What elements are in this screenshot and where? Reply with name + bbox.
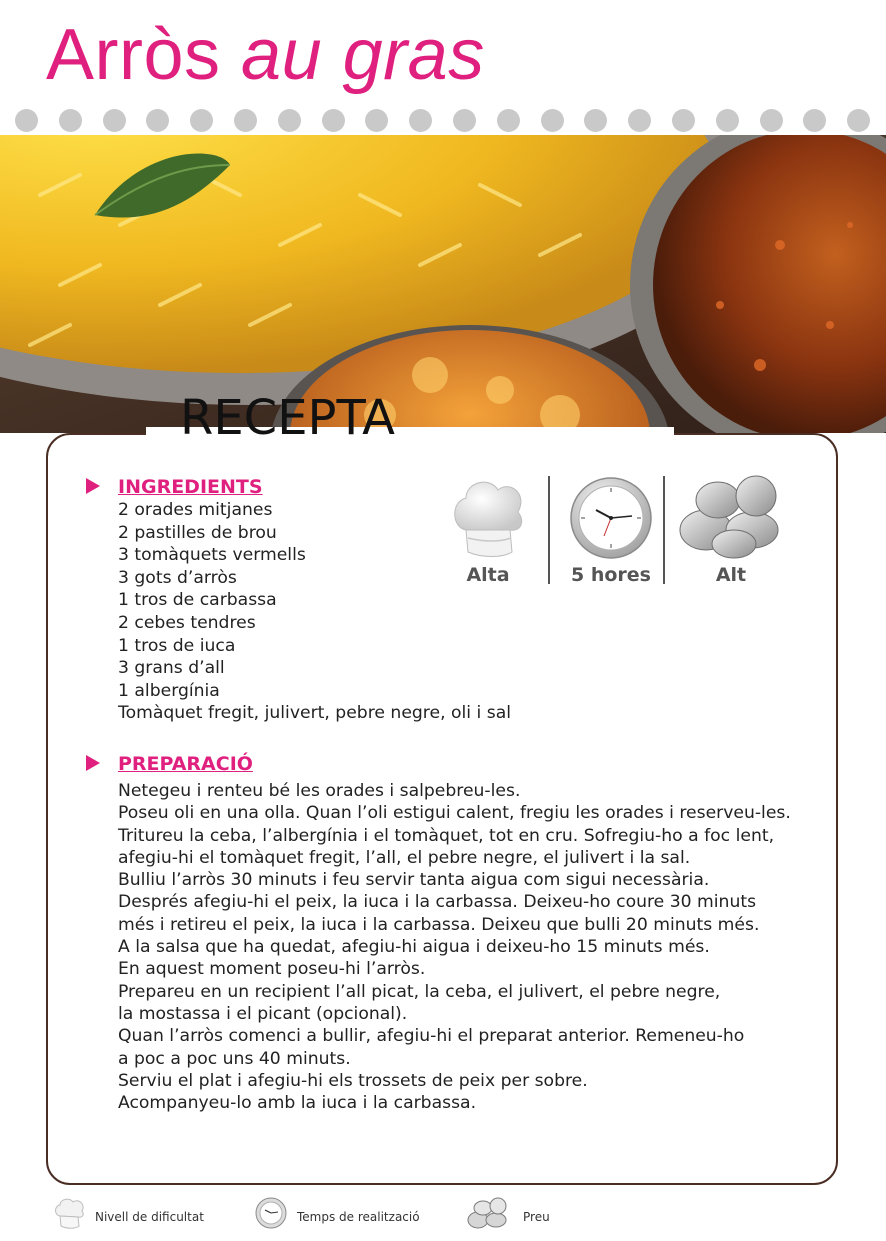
divider-dot bbox=[716, 109, 739, 132]
ingredient-item: 3 gots d’arròs bbox=[118, 567, 237, 588]
recipe-title-accent: au gras bbox=[241, 15, 485, 95]
divider-dot bbox=[803, 109, 826, 132]
dotted-divider bbox=[0, 109, 886, 133]
preparation-line: Tritureu la ceba, l’albergínia i el tomàquet, tot en cru. Sofregiu-ho a foc lent, bbox=[118, 825, 775, 846]
divider-dot bbox=[584, 109, 607, 132]
divider-dot bbox=[365, 109, 388, 132]
food-photo bbox=[0, 135, 886, 433]
difficulty-info bbox=[446, 472, 530, 584]
difficulty-value: Alta bbox=[466, 564, 510, 586]
ingredients-heading bbox=[86, 476, 263, 498]
ingredients-heading-label: INGREDIENTS bbox=[118, 476, 263, 498]
divider-dot bbox=[453, 109, 476, 132]
recipe-title-main: Arròs bbox=[46, 15, 221, 95]
ingredient-item: 2 cebes tendres bbox=[118, 612, 256, 633]
time-info bbox=[566, 472, 656, 584]
divider-dot bbox=[847, 109, 870, 132]
recipe-title bbox=[46, 14, 485, 96]
info-divider bbox=[663, 476, 665, 584]
preparation-line: Poseu oli en una olla. Quan l’oli estigui calent, fregiu les orades i reserveu-les. bbox=[118, 803, 791, 824]
coins-icon bbox=[466, 1196, 510, 1232]
play-arrow-icon bbox=[86, 478, 100, 494]
chef-hat-icon bbox=[52, 1196, 88, 1230]
legend-time-label: Temps de realització bbox=[297, 1210, 420, 1224]
legend-time bbox=[254, 1196, 434, 1232]
preparation-line: més i retireu el peix, la iuca i la carbassa. Deixeu que bulli 20 minuts més. bbox=[118, 914, 760, 935]
ingredient-item: 3 grans d’all bbox=[118, 658, 225, 679]
ingredient-item: Tomàquet fregit, julivert, pebre negre, oli i sal bbox=[118, 703, 512, 724]
ingredient-item: 1 tros de iuca bbox=[118, 635, 236, 656]
price-value: Alt bbox=[715, 564, 747, 586]
divider-dot bbox=[322, 109, 345, 132]
price-info bbox=[676, 472, 786, 584]
preparation-line: Quan l’arròs comenci a bullir, afegiu-hi el preparat anterior. Remeneu-ho bbox=[118, 1026, 745, 1047]
clock-icon bbox=[566, 472, 656, 560]
preparation-line: a poc a poc uns 40 minuts. bbox=[118, 1048, 351, 1069]
ingredient-item: 2 orades mitjanes bbox=[118, 500, 273, 520]
divider-dot bbox=[278, 109, 301, 132]
time-value: 5 hores bbox=[571, 564, 651, 586]
divider-dot bbox=[146, 109, 169, 132]
legend-difficulty bbox=[52, 1196, 222, 1232]
divider-dot bbox=[760, 109, 783, 132]
preparation-line: Acompanyeu-lo amb la iuca i la carbassa. bbox=[118, 1093, 477, 1114]
preparation-line: la mostassa i el picant (opcional). bbox=[118, 1003, 408, 1024]
preparation-heading-label: PREPARACIÓ bbox=[118, 753, 253, 775]
ingredient-item: 1 albergínia bbox=[118, 680, 220, 701]
divider-dot bbox=[409, 109, 432, 132]
preparation-line: Netegeu i renteu bé les orades i salpebreu-les. bbox=[118, 781, 521, 801]
divider-dot bbox=[672, 109, 695, 132]
chef-hat-icon bbox=[446, 472, 530, 560]
divider-dot bbox=[59, 109, 82, 132]
preparation-heading bbox=[86, 753, 253, 775]
food-photo-illustration bbox=[0, 135, 886, 433]
preparation-line: Serviu el plat i afegiu-hi els trossets de peix per sobre. bbox=[118, 1070, 588, 1091]
preparation-steps bbox=[118, 780, 791, 1114]
recepta-heading: RECEPTA bbox=[180, 390, 395, 446]
divider-dot bbox=[15, 109, 38, 132]
preparation-line: A la salsa que ha quedat, afegiu-hi aigua i deixeu-ho 15 minuts més. bbox=[118, 937, 710, 958]
legend-price-label: Preu bbox=[523, 1210, 550, 1224]
ingredient-item: 2 pastilles de brou bbox=[118, 522, 277, 543]
divider-dot bbox=[190, 109, 213, 132]
ingredient-item: 1 tros de carbassa bbox=[118, 590, 277, 611]
preparation-line: afegiu-hi el tomàquet fregit, l’all, el pebre negre, el julivert i la sal. bbox=[118, 847, 691, 868]
clock-icon bbox=[254, 1196, 288, 1230]
divider-dot bbox=[541, 109, 564, 132]
preparation-line: Bulliu l’arròs 30 minuts i feu servir tanta aigua com sigui necessària. bbox=[118, 870, 710, 891]
legend-difficulty-label: Nivell de dificultat bbox=[95, 1210, 204, 1224]
info-divider bbox=[548, 476, 550, 584]
divider-dot bbox=[103, 109, 126, 132]
divider-dot bbox=[234, 109, 257, 132]
preparation-line: Prepareu en un recipient l’all picat, la ceba, el julivert, el pebre negre, bbox=[118, 981, 721, 1002]
play-arrow-icon bbox=[86, 755, 100, 771]
coins-icon bbox=[676, 472, 786, 560]
preparation-line: En aquest moment poseu-hi l’arròs. bbox=[118, 959, 426, 980]
preparation-line: Després afegiu-hi el peix, la iuca i la carbassa. Deixeu-ho coure 30 minuts bbox=[118, 892, 757, 913]
divider-dot bbox=[628, 109, 651, 132]
legend-price bbox=[466, 1196, 566, 1232]
ingredient-item: 3 tomàquets vermells bbox=[118, 545, 306, 566]
divider-dot bbox=[497, 109, 520, 132]
